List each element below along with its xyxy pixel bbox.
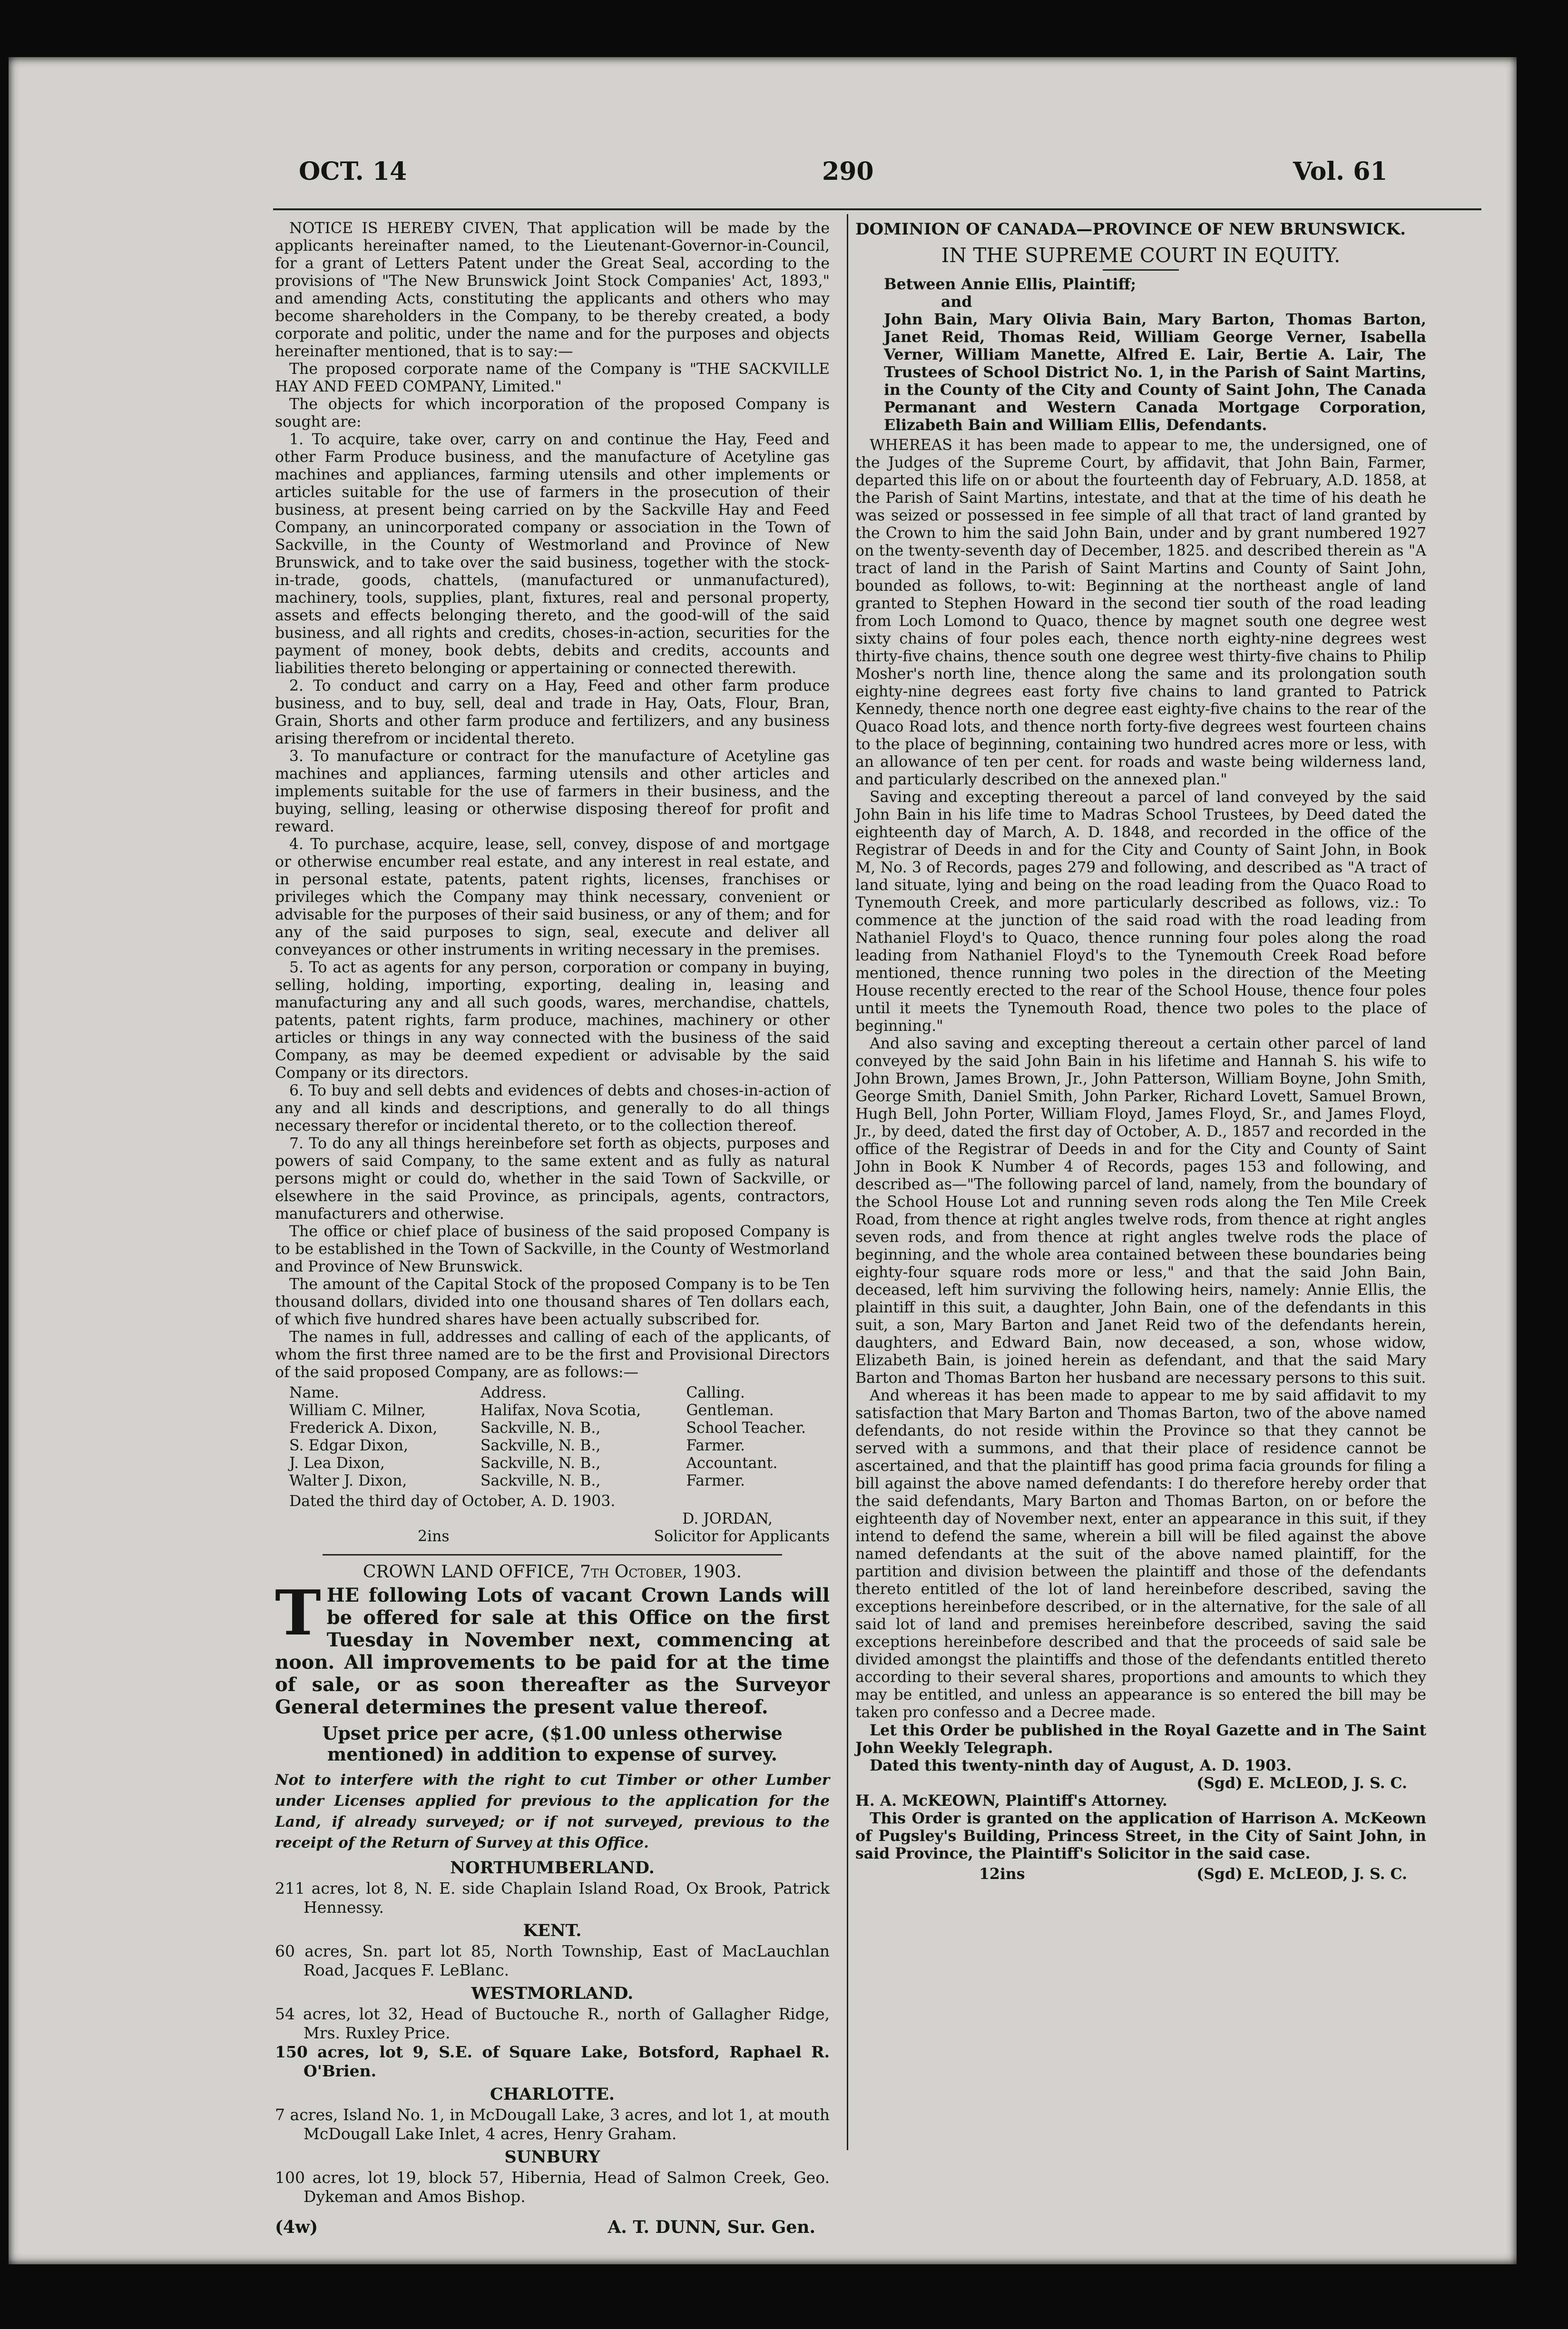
closing-signature-row bbox=[855, 1865, 1426, 1883]
county-heading: WESTMORLAND. bbox=[471, 1984, 634, 2003]
section-separator bbox=[323, 1554, 782, 1556]
table-row bbox=[275, 1402, 830, 1419]
judge-signature-row bbox=[855, 1774, 1426, 1792]
applicant-address: Halifax, Nova Scotia, bbox=[480, 1402, 641, 1419]
order-paragraph: Saving and excepting thereout a parcel of land conveyed by the said John Bain in his life time to Madras School Trustees, by Deed dated the eighteenth day of March, A. D. 1848, and recorded in the office of the Registrar of Deeds in and for the City and County of Saint John, in Book M, No. 3 of Records, pages 279 and following, and described as "A tract of land situate, lying and being on the road leading from the Quaco Road to Tynemouth Creek, and more particularly described as follows, viz.: To commence at the junction of the said road with the road leading from Nathaniel Floyd's to Quaco, thence running four poles along the road leading from Nathaniel Floyd's to the Tynemouth Creek Road before mentioned, thence running two poles in the direction of the Meeting House recently erected to the rear of the School House, thence four poles until it meets the Tynemouth Road, thence two poles to the place of beginning." bbox=[855, 789, 1426, 1035]
column-header-calling: Calling. bbox=[686, 1384, 745, 1401]
notice-paragraph: NOTICE IS HEREBY CIVEN, That application will be made by the applicants hereinafter named, to the Lieutenant-Governor-in-Council, for a grant of Letters Patent under the Great Seal, according to the provisions of "The New Brunswick Joint Stock Companies' Act, 1893," and amending Acts, constituting the applicants and others who may become shareholders in the Company, to be thereby created, a body corporate and politic, under the name and for the purposes and objects hereinafter mentioned, that is to say:— bbox=[275, 220, 830, 360]
lot-entry: 150 acres, lot 9, S.E. of Square Lake, Botsford, Raphael R. O'Brien. bbox=[275, 2043, 830, 2080]
upset-price: Upset price per acre, ($1.00 unless otherwise mentioned) in addition to expense of survey. bbox=[322, 1722, 783, 1765]
table-row bbox=[275, 1419, 830, 1437]
lot-entry: 60 acres, Sn. part lot 85, North Township, East of MacLauchlan Road, Jacques F. LeBlanc. bbox=[275, 1942, 830, 1979]
lot-entry: 54 acres, lot 32, Head of Buctouche R., north of Gallagher Ridge, Mrs. Ruxley Price. bbox=[275, 2005, 830, 2042]
right-column bbox=[855, 220, 1426, 2165]
dated-line: Dated the third day of October, A. D. 1903. bbox=[289, 1493, 616, 1510]
applicant-calling: School Teacher. bbox=[686, 1419, 806, 1437]
header-rule bbox=[273, 208, 1481, 210]
notice-paragraph: 3. To manufacture or contract for the manufacture of Acetyline gas machines and appliances, farming utensils and other articles and implements suitable for the use of farmers in their business, and the buying, selling, leasing or otherwise disposing thereof for profit and reward. bbox=[275, 748, 830, 835]
dominion-heading: DOMINION OF CANADA—PROVINCE OF NEW BRUNSWICK. bbox=[855, 220, 1406, 239]
between-line: Between Annie Ellis, Plaintiff; bbox=[884, 275, 1137, 293]
applicant-name: J. Lea Dixon, bbox=[289, 1455, 385, 1472]
applicant-address: Sackville, N. B., bbox=[480, 1455, 601, 1472]
applicant-address: Sackville, N. B., bbox=[480, 1419, 601, 1437]
judge-signature: (Sgd) E. McLEOD, J. S. C. bbox=[1196, 1774, 1407, 1792]
notice-paragraph: 6. To buy and sell debts and evidences of debts and choses-in-action of any and all kinds and descriptions, and generally to do all things necessary therefor or incidental thereto, or to the collection thereof. bbox=[275, 1082, 830, 1135]
applicant-address: Sackville, N. B., bbox=[480, 1437, 601, 1454]
applicant-address: Sackville, N. B., bbox=[480, 1472, 601, 1489]
county-heading: KENT. bbox=[523, 1921, 582, 1940]
solicitor-signature-row bbox=[275, 1510, 830, 1528]
column-divider bbox=[847, 214, 848, 2150]
notice-paragraph: 7. To do any all things hereinbefore set forth as objects, purposes and powers of said Company, to the same extent and as fully as natural persons might or could do, whether in the said Town of Sackville, or elsewhere in the said Province, as principals, agents, contractors, manufacturers and otherwise. bbox=[275, 1135, 830, 1223]
applicants-table bbox=[275, 1384, 830, 1490]
timber-notice: Not to interfere with the right to cut Timber or other Lumber under Licenses applied for previous to the application for the Land, if already surveyed; or if not surveyed, previous to the receipt of the Return of Survey at this Office. bbox=[275, 1771, 830, 1851]
applicant-calling: Farmer. bbox=[686, 1437, 745, 1454]
applicants-header-row bbox=[275, 1384, 830, 1402]
crown-land-notice bbox=[275, 1562, 830, 2236]
county-heading: NORTHUMBERLAND. bbox=[450, 1858, 655, 1878]
order-paragraph: Dated this twenty-ninth day of August, A. D. 1903. bbox=[870, 1757, 1292, 1774]
applicant-name: William C. Milner, bbox=[289, 1402, 426, 1419]
solicitor-title: Solicitor for Applicants bbox=[654, 1528, 830, 1545]
applicant-name: S. Edgar Dixon, bbox=[289, 1437, 409, 1454]
left-column bbox=[275, 220, 830, 2237]
page-number: 290 bbox=[822, 157, 874, 186]
weeks-count: (4w) bbox=[275, 2217, 318, 2237]
insertions-count: 12ins bbox=[979, 1865, 1025, 1883]
order-paragraph: And whereas it has been made to appear to me by said affidavit to my satisfaction that Mary Barton and Thomas Barton, two of the above named defendants, do not reside within the Province so that they cannot be served with a summons, and that their place of residence cannot be ascertained, and that the plaintiff has good prima facia grounds for filing a bill against the above named defendants: I do therefore hereby order that the said defendants, Mary Barton and Thomas Barton, on or before the eighteenth day of November next, enter an appearance in this suit, if they intend to defend the same, wherein a bill will be filed against the above named defendants at the suit of the above named plaintiff, for the partition and division between the plaintiff and those of the defendants thereto entitled of the lot of land hereinbefore described, saving the exceptions hereinbefore described, or in the alternative, for the sale of all said lot of land and premises hereinbefore described, saving the said exceptions hereinbefore described and that the proceeds of said sale be divided amongst the plaintiffs and those of the defendants entitled thereto according to their several shares, proportions and amounts to which they may be entitled, and unless an appearance is so entered the bill may be taken pro confesso and a Decree made. bbox=[855, 1387, 1426, 1721]
incorporation-notice bbox=[275, 220, 830, 1546]
order-paragraph: Let this Order be published in the Royal Gazette and in The Saint John Weekly Telegraph. bbox=[855, 1722, 1426, 1757]
surveyor-signature: A. T. DUNN, Sur. Gen. bbox=[608, 2217, 815, 2237]
drop-cap: T bbox=[275, 1576, 321, 1649]
equity-notice bbox=[855, 220, 1426, 1883]
table-row bbox=[275, 1455, 830, 1472]
volume-number: Vol. 61 bbox=[1293, 157, 1388, 186]
notice-paragraph: The amount of the Capital Stock of the proposed Company is to be Ten thousand dollars, divided into one thousand shares of Ten dollars each, of which five hundred shares have been actually subscribed for. bbox=[275, 1276, 830, 1328]
notice-paragraph: 2. To conduct and carry on a Hay, Feed and other farm produce business, and to buy, sell, deal and trade in Hay, Oats, Flour, Bran, Grain, Shorts and other farm produce and fertilizers, and any business arising therefrom or incidental thereto. bbox=[275, 677, 830, 747]
order-paragraph: And also saving and excepting thereout a certain other parcel of land conveyed by the said John Bain in his lifetime and Hannah S. his wife to John Brown, James Brown, Jr., John Patterson, William Boyne, John Smith, George Smith, Daniel Smith, John Parker, Richard Lovett, Samuel Brown, Hugh Bell, John Porter, William Floyd, James Floyd, Sr., and James Floyd, Jr., by deed, dated the first day of October, A. D., 1857 and recorded in the office of the Registrar of Deeds in and for the City and County of Saint John in Book K Number 4 of Records, pages 153 and following, and described as—"The following parcel of land, namely, from the boundary of the School House Lot and running seven rods along the Ten Mile Creek Road, from thence at right angles twelve rods, from thence at right angles seven rods, and from thence at right angles twelve rods the place of beginning, and the whole area contained between these boundaries being eighty-four square rods more or less," and that the said John Bain, deceased, left him surviving the following heirs, namely: Annie Ellis, the plaintiff in this suit, a daughter, John Bain, one of the defendants in this suit, a son, Mary Barton and Janet Reid two of the defendants herein, daughters, and Edward Bain, now deceased, a son, whose widow, Elizabeth Bain, is joined herein as defendant, and that the said Mary Barton and Thomas Barton her husband are necessary persons to this suit. bbox=[855, 1035, 1426, 1387]
defendants-list: John Bain, Mary Olivia Bain, Mary Barton, Thomas Barton, Janet Reid, Thomas Reid, William George Verner, Isabella Verner, William Manette, Alfred E. Lair, Bertie A. Lair, The Trustees of School District No. 1, in the Parish of Saint Martins, in the County of the City and County of Saint John, The Canada Permanant and Western Canada Mortgage Corporation, Elizabeth Bain and William Ellis, Defendants. bbox=[884, 311, 1426, 434]
final-order: This Order is granted on the application of Harrison A. McKeown of Pugsley's Building, Princess Street, in the City of Saint John, in said Province, the Plaintiff's Solicitor in the said case. bbox=[855, 1810, 1426, 1862]
applicant-calling: Farmer. bbox=[686, 1472, 745, 1489]
applicant-name: Walter J. Dixon, bbox=[289, 1472, 407, 1489]
applicant-calling: Gentleman. bbox=[686, 1402, 774, 1419]
notice-paragraph: The objects for which incorporation of the proposed Company is sought are: bbox=[275, 396, 830, 431]
lot-entry: 211 acres, lot 8, N. E. side Chaplain Island Road, Ox Brook, Patrick Hennessy. bbox=[275, 1879, 830, 1917]
attorney-line: H. A. McKEOWN, Plaintiff's Attorney. bbox=[855, 1792, 1167, 1810]
applicant-calling: Accountant. bbox=[686, 1455, 778, 1472]
county-heading: SUNBURY bbox=[504, 2147, 600, 2167]
column-header-name: Name. bbox=[289, 1384, 339, 1401]
notice-paragraph: 1. To acquire, take over, carry on and continue the Hay, Feed and other Farm Produce business, and the manufacture of Acetyline gas machines and appliances, farming utensils and other implements or articles suitable for the use of farmers in the prosecution of their business, at present being carried on by the Sackville Hay and Feed Company, an unincorporated company or association in the Town of Sackville, in the County of Westmorland and Province of New Brunswick, and to take over the said business, together with the stock-in-trade, goods, chattels, (manufactured or unmanufactured), machinery, tools, supplies, plant, fixtures, real and personal property, assets and effects belonging thereto, and the good-will of the said business, and all rights and credits, choses-in-action, securities for the payment of money, book debts, debits and credits, accounts and liabilities thereto belonging or appertaining or connected therewith. bbox=[275, 431, 830, 677]
table-row bbox=[275, 1437, 830, 1455]
notice-paragraph: 5. To act as agents for any person, corporation or company in buying, selling, holding, importing, exporting, dealing in, leasing and manufacturing any and all such goods, wares, merchandise, chattels, patents, patent rights, farm produce, machines, machinery or other articles or things in any way connected with the business of the said Company, as may be deemed expedient or advisable by the said Company or its directors. bbox=[275, 959, 830, 1082]
notice-paragraph: The names in full, addresses and calling of each of the applicants, of whom the first three named are to be the first and Provisional Directors of the said proposed Company, are as follows:— bbox=[275, 1329, 830, 1381]
table-row bbox=[275, 1472, 830, 1490]
applicant-name: Frederick A. Dixon, bbox=[289, 1419, 438, 1437]
short-rule bbox=[1103, 269, 1179, 271]
judge-signature: (Sgd) E. McLEOD, J. S. C. bbox=[1196, 1865, 1407, 1883]
crown-land-body: HE following Lots of vacant Crown Lands will be offered for sale at this Office on the first Tuesday in November next, commencing at noon. All improvements to be paid for at the time of sale, or as soon thereafter as the Surveyor General determines the present value thereof. bbox=[275, 1584, 830, 1718]
and-line: and bbox=[941, 293, 972, 311]
solicitor-name: D. JORDAN, bbox=[682, 1510, 773, 1527]
column-header-address: Address. bbox=[480, 1384, 547, 1401]
notice-paragraph: The office or chief place of business of the said proposed Company is to be established in the Town of Sackville, in the County of Westmorland and Province of New Brunswick. bbox=[275, 1223, 830, 1275]
issue-date: OCT. 14 bbox=[299, 157, 407, 186]
insertions-count: 2ins bbox=[418, 1528, 450, 1545]
lot-entry: 7 acres, Island No. 1, in McDougall Lake, 3 acres, and lot 1, at mouth McDougall Lake Inlet, 4 acres, Henry Graham. bbox=[275, 2105, 830, 2143]
lot-entry: 100 acres, lot 19, block 57, Hibernia, Head of Salmon Creek, Geo. Dykeman and Amos Bishop. bbox=[275, 2168, 830, 2206]
county-heading: CHARLOTTE. bbox=[490, 2084, 615, 2104]
crown-signature-row bbox=[275, 2219, 830, 2236]
notice-paragraph: The proposed corporate name of the Company is "THE SACKVILLE HAY AND FEED COMPANY, Limited." bbox=[275, 361, 830, 395]
notice-paragraph: 4. To purchase, acquire, lease, sell, convey, dispose of and mortgage or otherwise encumber real estate, and any interest in real estate, and in personal estate, patents, patent rights, licenses, franchises or privileges which the Company may think necessary, convenient or advisable for the purposes of their said business, or any of them; and for any of the said purposes to sign, seal, execute and deliver all conveyances or other instruments in writing necessary in the premises. bbox=[275, 836, 830, 959]
crown-land-title: CROWN LAND OFFICE, 7th October, 1903. bbox=[363, 1562, 742, 1582]
court-heading: IN THE SUPREME COURT IN EQUITY. bbox=[941, 244, 1341, 267]
order-paragraph: WHEREAS it has been made to appear to me, the undersigned, one of the Judges of the Supreme Court, by affidavit, that John Bain, Farmer, departed this life on or about the fourteenth day of February, A.D. 1858, at the Parish of Saint Martins, intestate, and that at the time of his death he was seized or possessed in fee simple of all that tract of land granted by the Crown to him the said John Bain, under and by grant numbered 1927 on the twenty-seventh day of December, 1825. and described therein as "A tract of land in the Parish of Saint Martins and County of Saint John, bounded as follows, to-wit: Beginning at the northeast angle of land granted to Stephen Howard in the second tier south of the road leading from Loch Lomond to Quaco, thence by magnet south one degree west sixty chains of four poles each, thence north eighty-nine degrees west thirty-five chains, thence south one degree west thirty-five chains to Philip Mosher's north line, thence along the same and its prolongation south eighty-nine degrees east forty five chains to land granted to Patrick Kennedy, thence north one degree east eighty-five chains to the rear of the Quaco Road lots, and thence north forty-five degrees west fourteen chains to the place of beginning, containing two hundred acres more or less, with an allowance of ten per cent. for roads and waste being wilderness land, and particularly described on the annexed plan." bbox=[855, 437, 1426, 788]
solicitor-title-row bbox=[275, 1528, 830, 1546]
newspaper-page bbox=[9, 57, 1517, 2264]
